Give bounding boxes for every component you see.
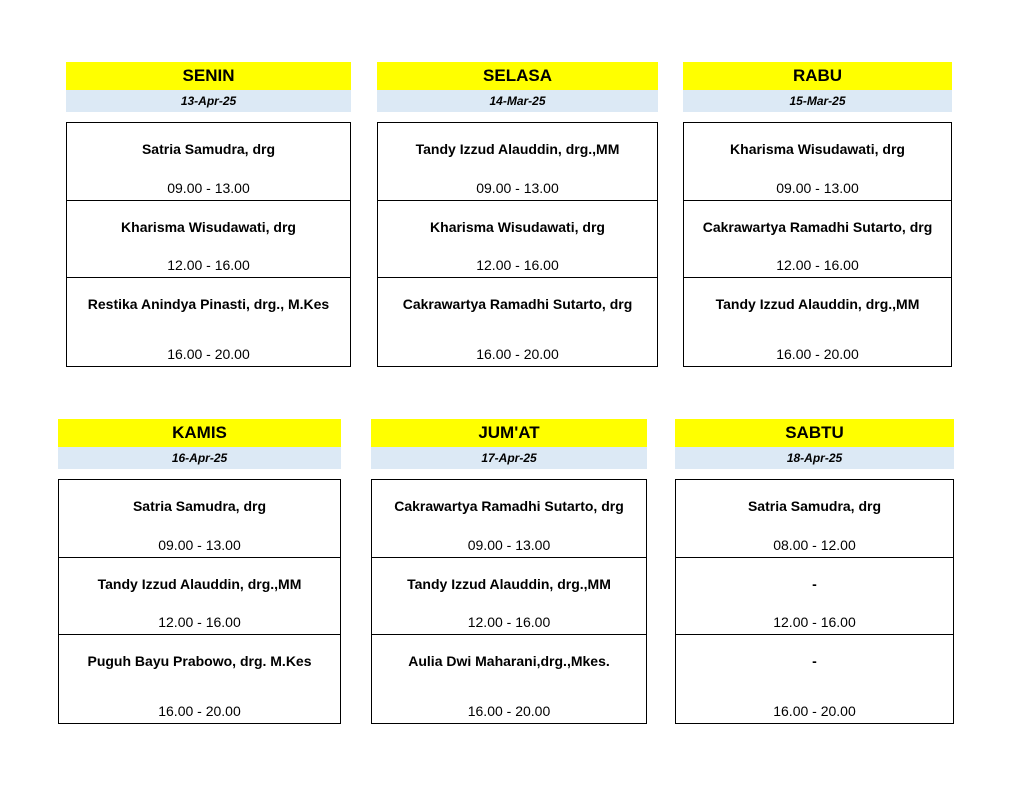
doctor-name: Cakrawartya Ramadhi Sutarto, drg bbox=[394, 498, 624, 514]
day-card-kamis bbox=[58, 419, 341, 724]
doctor-name: Tandy Izzud Alauddin, drg.,MM bbox=[97, 576, 302, 592]
day-card-senin bbox=[66, 62, 351, 367]
day-date: 17-Apr-25 bbox=[371, 447, 647, 469]
doctor-name: - bbox=[812, 576, 817, 592]
slot-morning bbox=[684, 123, 951, 200]
slot-time: 08.00 - 12.00 bbox=[773, 537, 856, 553]
day-name: SABTU bbox=[675, 419, 954, 447]
doctor-name: Kharisma Wisudawati, drg bbox=[730, 141, 905, 157]
slot-evening bbox=[59, 634, 340, 723]
slot-evening bbox=[676, 634, 953, 723]
doctor-name: Kharisma Wisudawati, drg bbox=[121, 219, 296, 235]
doctor-name: - bbox=[812, 653, 817, 669]
slot-list bbox=[377, 122, 658, 367]
slot-morning bbox=[59, 480, 340, 557]
slot-time: 16.00 - 20.00 bbox=[776, 346, 859, 362]
day-name: KAMIS bbox=[58, 419, 341, 447]
slot-time: 16.00 - 20.00 bbox=[158, 703, 241, 719]
doctor-name: Cakrawartya Ramadhi Sutarto, drg bbox=[702, 219, 933, 235]
day-name: RABU bbox=[683, 62, 952, 90]
slot-time: 12.00 - 16.00 bbox=[776, 257, 859, 273]
slot-time: 12.00 - 16.00 bbox=[167, 257, 250, 273]
slot-time: 16.00 - 20.00 bbox=[476, 346, 559, 362]
slot-morning bbox=[676, 480, 953, 557]
slot-morning bbox=[378, 123, 657, 200]
doctor-name: Puguh Bayu Prabowo, drg. M.Kes bbox=[87, 653, 312, 669]
day-date: 18-Apr-25 bbox=[675, 447, 954, 469]
day-date: 14-Mar-25 bbox=[377, 90, 658, 112]
day-date: 15-Mar-25 bbox=[683, 90, 952, 112]
day-date: 16-Apr-25 bbox=[58, 447, 341, 469]
slot-time: 09.00 - 13.00 bbox=[158, 537, 241, 553]
doctor-name: Tandy Izzud Alauddin, drg.,MM bbox=[415, 141, 620, 157]
slot-time: 12.00 - 16.00 bbox=[467, 614, 551, 630]
slot-time: 16.00 - 20.00 bbox=[167, 346, 250, 362]
slot-time: 09.00 - 13.00 bbox=[476, 180, 559, 196]
slot-afternoon bbox=[378, 200, 657, 277]
slot-time: 12.00 - 16.00 bbox=[773, 614, 856, 630]
slot-list bbox=[683, 122, 952, 367]
slot-afternoon bbox=[372, 557, 646, 634]
slot-list bbox=[675, 479, 954, 724]
slot-time: 12.00 - 16.00 bbox=[476, 257, 559, 273]
doctor-name: Satria Samudra, drg bbox=[747, 498, 882, 514]
slot-evening bbox=[684, 277, 951, 366]
slot-afternoon bbox=[67, 200, 350, 277]
doctor-name: Kharisma Wisudawati, drg bbox=[430, 219, 605, 235]
slot-time: 09.00 - 13.00 bbox=[776, 180, 859, 196]
day-card-selasa bbox=[377, 62, 658, 367]
slot-time: 12.00 - 16.00 bbox=[158, 614, 241, 630]
doctor-name: Satria Samudra, drg bbox=[141, 141, 276, 157]
slot-afternoon bbox=[676, 557, 953, 634]
slot-time: 16.00 - 20.00 bbox=[467, 703, 551, 719]
slot-evening bbox=[67, 277, 350, 366]
day-name: JUM'AT bbox=[371, 419, 647, 447]
doctor-name: Cakrawartya Ramadhi Sutarto, drg bbox=[402, 296, 633, 312]
slot-time: 09.00 - 13.00 bbox=[167, 180, 250, 196]
slot-evening bbox=[378, 277, 657, 366]
day-card-jumat bbox=[371, 419, 647, 724]
doctor-name: Aulia Dwi Maharani,drg.,Mkes. bbox=[408, 653, 610, 669]
slot-list bbox=[66, 122, 351, 367]
doctor-name: Restika Anindya Pinasti, drg., M.Kes bbox=[87, 296, 330, 312]
day-date: 13-Apr-25 bbox=[66, 90, 351, 112]
slot-list bbox=[371, 479, 647, 724]
slot-morning bbox=[67, 123, 350, 200]
slot-time: 09.00 - 13.00 bbox=[467, 537, 551, 553]
day-name: SENIN bbox=[66, 62, 351, 90]
slot-afternoon bbox=[684, 200, 951, 277]
slot-list bbox=[58, 479, 341, 724]
slot-afternoon bbox=[59, 557, 340, 634]
slot-time: 16.00 - 20.00 bbox=[773, 703, 856, 719]
doctor-name: Tandy Izzud Alauddin, drg.,MM bbox=[407, 576, 611, 592]
slot-morning bbox=[372, 480, 646, 557]
day-card-rabu bbox=[683, 62, 952, 367]
doctor-name: Satria Samudra, drg bbox=[132, 498, 267, 514]
day-card-sabtu bbox=[675, 419, 954, 724]
slot-evening bbox=[372, 634, 646, 723]
doctor-name: Tandy Izzud Alauddin, drg.,MM bbox=[715, 296, 920, 312]
day-name: SELASA bbox=[377, 62, 658, 90]
